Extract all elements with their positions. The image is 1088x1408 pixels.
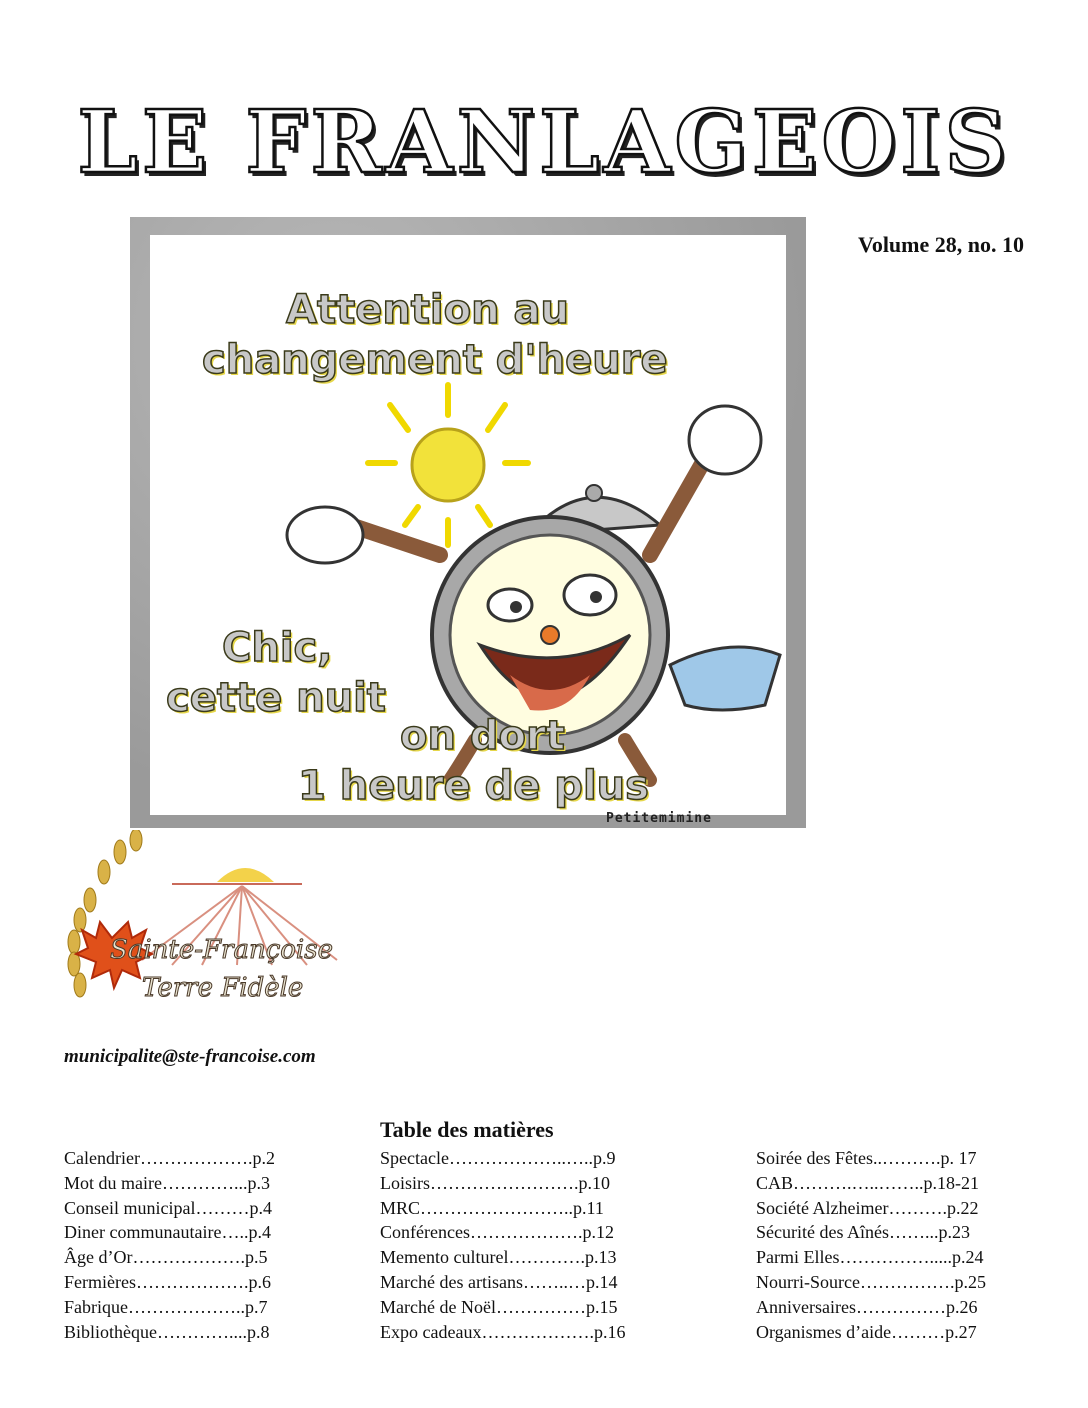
toc-entry: Anniversaires……………p.26 [756, 1296, 978, 1317]
toc-entry: Nourri-Source…………….p.25 [756, 1271, 986, 1292]
toc-entry: Spectacle………………..…..p.9 [380, 1148, 616, 1168]
cover-panel [150, 235, 786, 815]
toc-entry: CAB……….…..……..p.18-21 [756, 1172, 980, 1193]
toc-entry: Memento culturel………….p.13 [380, 1247, 617, 1268]
toc-entry: Organismes d’aide………p.27 [756, 1321, 977, 1342]
toc-title: Table des matières [380, 1117, 554, 1142]
masthead-title: LE FRANLAGEOIS [77, 92, 1011, 193]
toc-entry: Bibliothèque…………....p.8 [64, 1321, 270, 1342]
municipality-logo [52, 830, 352, 1010]
toc-entry: MRC……………………..p.11 [380, 1197, 604, 1218]
toc-entry: Conseil municipal………p.4 [64, 1197, 272, 1218]
toc-entry: Soirée des Fêtes..……….p. 17 [756, 1148, 977, 1168]
toc-column-3 [756, 1146, 986, 1344]
toc-entry: Fermières……………….p.6 [64, 1271, 271, 1292]
cover-line-1: Attention au [286, 287, 569, 333]
toc-entry: Calendrier……………….p.2 [64, 1148, 275, 1168]
cover-illustration [130, 217, 806, 828]
toc-entry: Sécurité des Aînés……...p.23 [756, 1222, 970, 1243]
toc-entry: Âge d’Or……………….p.5 [64, 1247, 268, 1268]
image-credit: Petitemimine [606, 811, 712, 826]
cover-line-4: cette nuit [166, 675, 386, 721]
toc-column-2 [380, 1146, 625, 1344]
logo-name: Sainte-Françoise [110, 935, 333, 965]
toc-entry: Expo cadeaux……………….p.16 [380, 1321, 626, 1342]
toc-entry: Société Alzheimer……….p.22 [756, 1197, 979, 1218]
toc-entry: Marché de Noël……………p.15 [380, 1296, 618, 1317]
logo-emblem [52, 830, 352, 1010]
toc-entry: Loisirs…………………….p.10 [380, 1172, 611, 1193]
toc-entry: Fabrique………………..p.7 [64, 1296, 268, 1317]
toc-column-1 [64, 1146, 275, 1344]
cover-line-2: changement d'heure [202, 337, 668, 383]
sun-icon [368, 385, 528, 545]
toc-entry: Mot du maire…………...p.3 [64, 1172, 270, 1193]
cover-line-6: 1 heure de plus [298, 763, 649, 809]
cover-line-3: Chic, [222, 625, 333, 671]
volume-number: Volume 28, no. 10 [857, 232, 1024, 257]
cover-line-5: on dort [400, 713, 565, 759]
toc-entry: Conférences……………….p.12 [380, 1222, 614, 1243]
toc-entry: Diner communautaire…..p.4 [64, 1222, 271, 1243]
toc-entry: Parmi Elles…………….....p.24 [756, 1247, 984, 1268]
contact-email[interactable]: municipalite@ste-francoise.com [64, 1046, 316, 1067]
logo-motto: Terre Fidèle [142, 973, 304, 1003]
toc-entry: Marché des artisans……..…p.14 [380, 1271, 618, 1292]
